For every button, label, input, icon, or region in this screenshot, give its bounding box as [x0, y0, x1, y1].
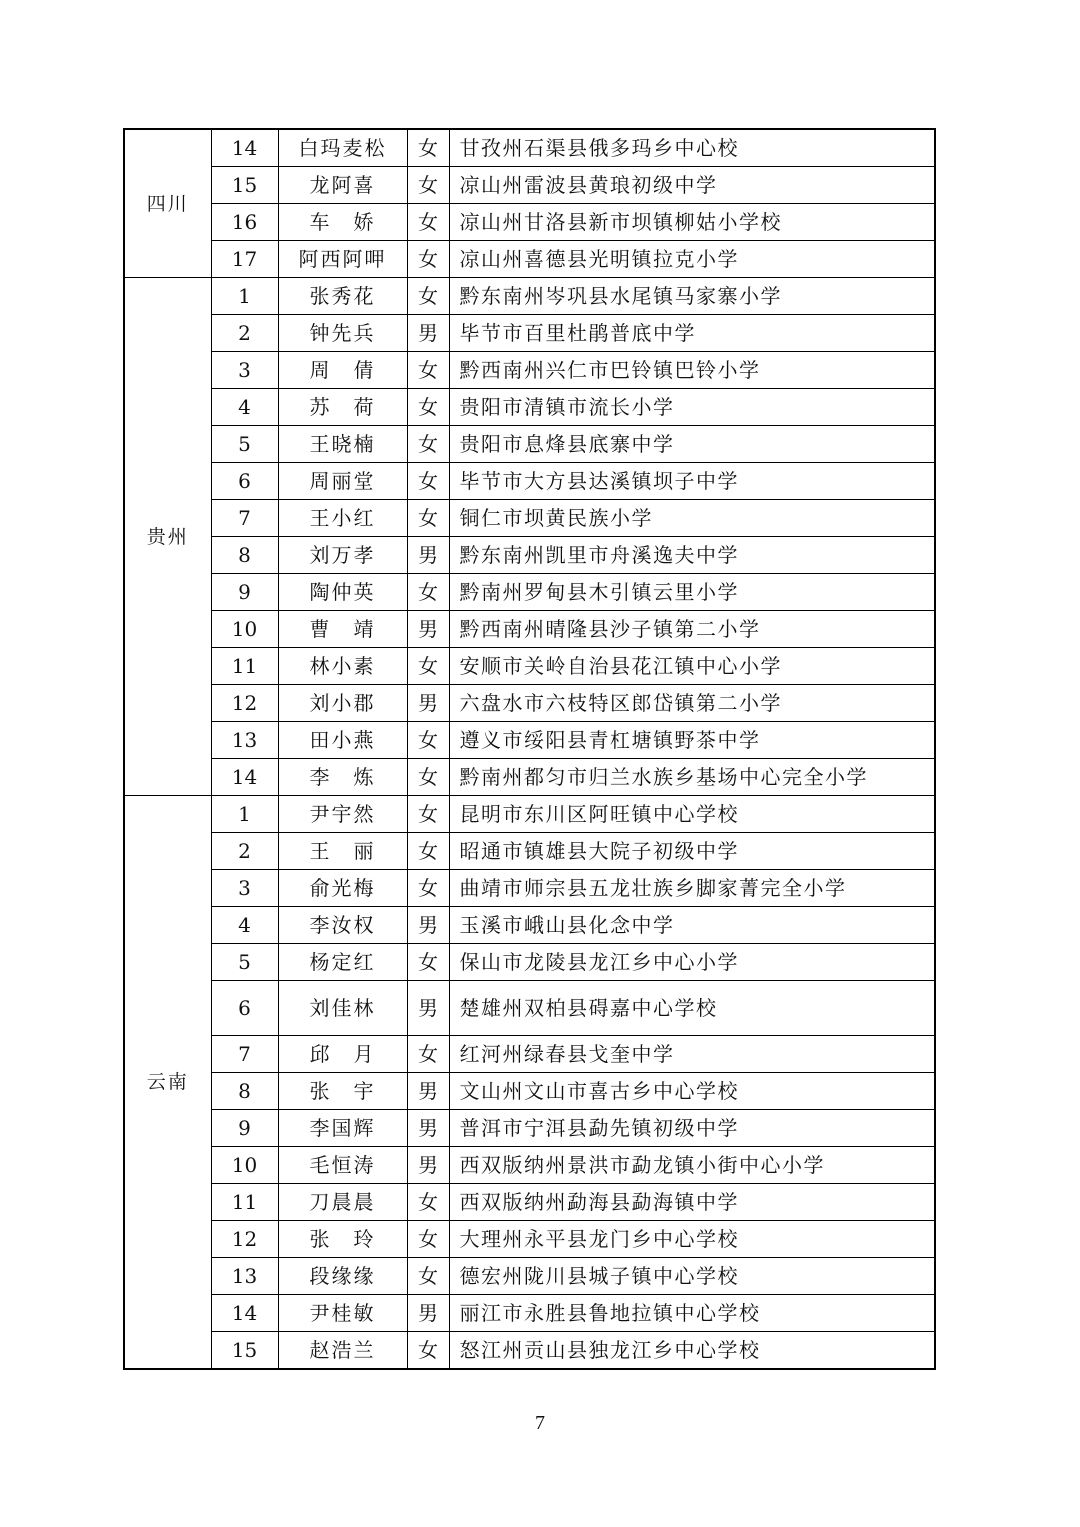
number-cell: 5 — [211, 426, 278, 463]
school-cell: 黔西南州兴仁市巴铃镇巴铃小学 — [449, 352, 935, 389]
gender-cell: 女 — [407, 648, 449, 685]
gender-cell: 男 — [407, 1295, 449, 1332]
gender-cell: 女 — [407, 463, 449, 500]
number-cell: 14 — [211, 1295, 278, 1332]
number-cell: 1 — [211, 796, 278, 833]
school-cell: 遵义市绥阳县青杠塘镇野茶中学 — [449, 722, 935, 759]
name-cell: 邱 月 — [278, 1036, 407, 1073]
name-cell: 尹桂敏 — [278, 1295, 407, 1332]
gender-cell: 女 — [407, 759, 449, 796]
gender-cell: 男 — [407, 685, 449, 722]
table-row — [124, 1332, 935, 1370]
table-row — [124, 1184, 935, 1221]
number-cell: 2 — [211, 315, 278, 352]
school-cell: 昆明市东川区阿旺镇中心学校 — [449, 796, 935, 833]
number-cell: 17 — [211, 241, 278, 278]
table-row — [124, 1258, 935, 1295]
number-cell: 7 — [211, 500, 278, 537]
school-cell: 楚雄州双柏县碍嘉中心学校 — [449, 981, 935, 1036]
gender-cell: 女 — [407, 722, 449, 759]
number-cell: 11 — [211, 648, 278, 685]
gender-cell: 女 — [407, 1332, 449, 1370]
number-cell: 12 — [211, 685, 278, 722]
number-cell: 12 — [211, 1221, 278, 1258]
gender-cell: 女 — [407, 796, 449, 833]
table-row — [124, 759, 935, 796]
school-cell: 西双版纳州景洪市勐龙镇小街中心小学 — [449, 1147, 935, 1184]
table-row — [124, 944, 935, 981]
school-cell: 六盘水市六枝特区郎岱镇第二小学 — [449, 685, 935, 722]
school-cell: 西双版纳州勐海县勐海镇中学 — [449, 1184, 935, 1221]
roster-table — [123, 128, 936, 1370]
name-cell: 张 宇 — [278, 1073, 407, 1110]
gender-cell: 女 — [407, 833, 449, 870]
school-cell: 贵阳市息烽县底寨中学 — [449, 426, 935, 463]
number-cell: 13 — [211, 1258, 278, 1295]
gender-cell: 男 — [407, 907, 449, 944]
gender-cell: 女 — [407, 574, 449, 611]
table-row — [124, 574, 935, 611]
school-cell: 凉山州喜德县光明镇拉克小学 — [449, 241, 935, 278]
gender-cell: 男 — [407, 1147, 449, 1184]
gender-cell: 女 — [407, 1184, 449, 1221]
gender-cell: 女 — [407, 241, 449, 278]
gender-cell: 女 — [407, 167, 449, 204]
name-cell: 田小燕 — [278, 722, 407, 759]
school-cell: 黔南州罗甸县木引镇云里小学 — [449, 574, 935, 611]
number-cell: 7 — [211, 1036, 278, 1073]
school-cell: 毕节市百里杜鹃普底中学 — [449, 315, 935, 352]
table-row — [124, 315, 935, 352]
school-cell: 红河州绿春县戈奎中学 — [449, 1036, 935, 1073]
school-cell: 凉山州雷波县黄琅初级中学 — [449, 167, 935, 204]
table-row — [124, 833, 935, 870]
table-row — [124, 352, 935, 389]
name-cell: 俞光梅 — [278, 870, 407, 907]
table-row — [124, 981, 935, 1036]
gender-cell: 男 — [407, 1110, 449, 1147]
number-cell: 15 — [211, 1332, 278, 1370]
gender-cell: 女 — [407, 389, 449, 426]
number-cell: 8 — [211, 1073, 278, 1110]
province-cell: 贵州 — [124, 278, 211, 796]
name-cell: 周丽堂 — [278, 463, 407, 500]
province-cell: 云南 — [124, 796, 211, 1370]
number-cell: 1 — [211, 278, 278, 315]
school-cell: 甘孜州石渠县俄多玛乡中心校 — [449, 129, 935, 167]
name-cell: 张秀花 — [278, 278, 407, 315]
number-cell: 13 — [211, 722, 278, 759]
table-row — [124, 1036, 935, 1073]
table-row — [124, 870, 935, 907]
school-cell: 黔西南州晴隆县沙子镇第二小学 — [449, 611, 935, 648]
school-cell: 昭通市镇雄县大院子初级中学 — [449, 833, 935, 870]
table-row — [124, 167, 935, 204]
name-cell: 钟先兵 — [278, 315, 407, 352]
table-row — [124, 241, 935, 278]
province-cell: 四川 — [124, 129, 211, 278]
school-cell: 贵阳市清镇市流长小学 — [449, 389, 935, 426]
name-cell: 阿西阿呷 — [278, 241, 407, 278]
table-row — [124, 685, 935, 722]
number-cell: 11 — [211, 1184, 278, 1221]
page-number: 7 — [535, 1412, 545, 1434]
gender-cell: 女 — [407, 352, 449, 389]
name-cell: 毛恒涛 — [278, 1147, 407, 1184]
number-cell: 3 — [211, 352, 278, 389]
table-row — [124, 1147, 935, 1184]
gender-cell: 女 — [407, 870, 449, 907]
name-cell: 曹 靖 — [278, 611, 407, 648]
number-cell: 2 — [211, 833, 278, 870]
name-cell: 龙阿喜 — [278, 167, 407, 204]
table-row — [124, 463, 935, 500]
gender-cell: 女 — [407, 1258, 449, 1295]
school-cell: 怒江州贡山县独龙江乡中心学校 — [449, 1332, 935, 1370]
name-cell: 刀晨晨 — [278, 1184, 407, 1221]
school-cell: 大理州永平县龙门乡中心学校 — [449, 1221, 935, 1258]
table-row — [124, 426, 935, 463]
school-cell: 毕节市大方县达溪镇坝子中学 — [449, 463, 935, 500]
name-cell: 杨定红 — [278, 944, 407, 981]
name-cell: 李 炼 — [278, 759, 407, 796]
table-row — [124, 537, 935, 574]
table-row — [124, 722, 935, 759]
table-row — [124, 1073, 935, 1110]
gender-cell: 女 — [407, 278, 449, 315]
table-row — [124, 796, 935, 833]
number-cell: 14 — [211, 759, 278, 796]
table-row — [124, 500, 935, 537]
gender-cell: 女 — [407, 500, 449, 537]
name-cell: 李国辉 — [278, 1110, 407, 1147]
gender-cell: 女 — [407, 204, 449, 241]
gender-cell: 男 — [407, 537, 449, 574]
table-row — [124, 278, 935, 315]
name-cell: 林小素 — [278, 648, 407, 685]
table-row — [124, 1221, 935, 1258]
school-cell: 安顺市关岭自治县花江镇中心小学 — [449, 648, 935, 685]
name-cell: 李汝权 — [278, 907, 407, 944]
school-cell: 黔南州都匀市归兰水族乡基场中心完全小学 — [449, 759, 935, 796]
name-cell: 王小红 — [278, 500, 407, 537]
gender-cell: 男 — [407, 981, 449, 1036]
school-cell: 文山州文山市喜古乡中心学校 — [449, 1073, 935, 1110]
school-cell: 保山市龙陵县龙江乡中心小学 — [449, 944, 935, 981]
number-cell: 14 — [211, 129, 278, 167]
number-cell: 6 — [211, 463, 278, 500]
table-row — [124, 611, 935, 648]
table-row — [124, 907, 935, 944]
number-cell: 4 — [211, 389, 278, 426]
table-row — [124, 129, 935, 167]
school-cell: 丽江市永胜县鲁地拉镇中心学校 — [449, 1295, 935, 1332]
school-cell: 黔东南州岑巩县水尾镇马家寨小学 — [449, 278, 935, 315]
school-cell: 普洱市宁洱县勐先镇初级中学 — [449, 1110, 935, 1147]
number-cell: 5 — [211, 944, 278, 981]
name-cell: 王 丽 — [278, 833, 407, 870]
name-cell: 周 倩 — [278, 352, 407, 389]
number-cell: 8 — [211, 537, 278, 574]
school-cell: 铜仁市坝黄民族小学 — [449, 500, 935, 537]
number-cell: 16 — [211, 204, 278, 241]
gender-cell: 男 — [407, 315, 449, 352]
school-cell: 德宏州陇川县城子镇中心学校 — [449, 1258, 935, 1295]
number-cell: 9 — [211, 574, 278, 611]
school-cell: 玉溪市峨山县化念中学 — [449, 907, 935, 944]
gender-cell: 女 — [407, 1221, 449, 1258]
name-cell: 刘万孝 — [278, 537, 407, 574]
gender-cell: 男 — [407, 611, 449, 648]
name-cell: 刘佳林 — [278, 981, 407, 1036]
number-cell: 15 — [211, 167, 278, 204]
number-cell: 6 — [211, 981, 278, 1036]
gender-cell: 女 — [407, 129, 449, 167]
number-cell: 4 — [211, 907, 278, 944]
number-cell: 10 — [211, 611, 278, 648]
gender-cell: 女 — [407, 426, 449, 463]
table-row — [124, 1295, 935, 1332]
name-cell: 王晓楠 — [278, 426, 407, 463]
gender-cell: 男 — [407, 1073, 449, 1110]
gender-cell: 女 — [407, 1036, 449, 1073]
name-cell: 苏 荷 — [278, 389, 407, 426]
name-cell: 尹宇然 — [278, 796, 407, 833]
number-cell: 3 — [211, 870, 278, 907]
school-cell: 黔东南州凯里市舟溪逸夫中学 — [449, 537, 935, 574]
school-cell: 凉山州甘洛县新市坝镇柳姑小学校 — [449, 204, 935, 241]
gender-cell: 女 — [407, 944, 449, 981]
number-cell: 10 — [211, 1147, 278, 1184]
name-cell: 车 娇 — [278, 204, 407, 241]
name-cell: 赵浩兰 — [278, 1332, 407, 1370]
name-cell: 陶仲英 — [278, 574, 407, 611]
name-cell: 段缘缘 — [278, 1258, 407, 1295]
name-cell: 白玛麦松 — [278, 129, 407, 167]
name-cell: 刘小郡 — [278, 685, 407, 722]
roster-body — [124, 129, 935, 1369]
number-cell: 9 — [211, 1110, 278, 1147]
table-row — [124, 1110, 935, 1147]
table-row — [124, 204, 935, 241]
table-row — [124, 389, 935, 426]
school-cell: 曲靖市师宗县五龙壮族乡脚家菁完全小学 — [449, 870, 935, 907]
table-row — [124, 648, 935, 685]
name-cell: 张 玲 — [278, 1221, 407, 1258]
